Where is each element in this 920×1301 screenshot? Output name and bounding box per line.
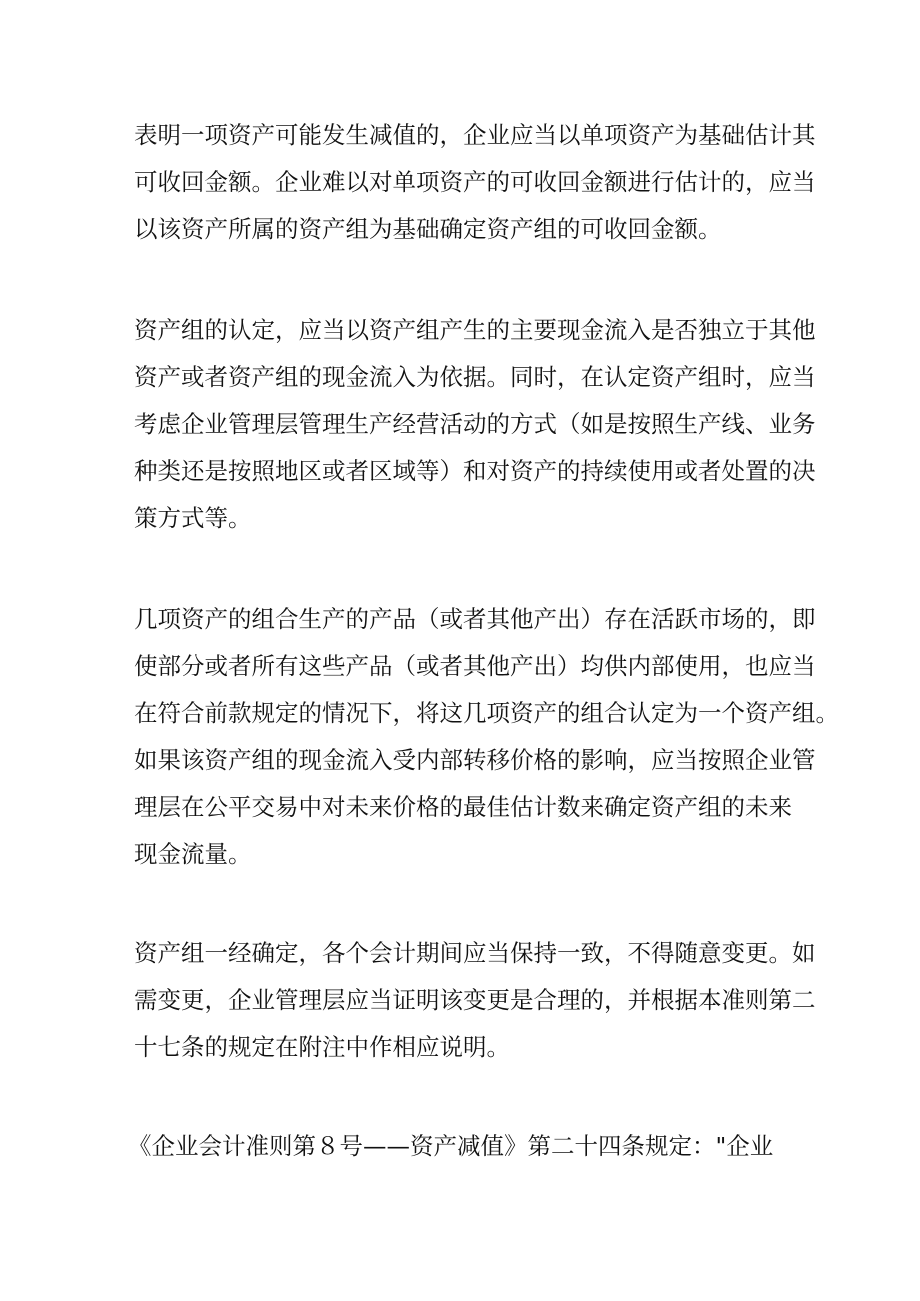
text-line: 资产组的认定，应当以资产组产生的主要现金流入是否独立于其他: [134, 316, 816, 344]
text-line: 十七条的规定在附注中作相应说明。: [134, 1033, 510, 1061]
paragraph-active-market: [134, 596, 839, 878]
text-line: 《企业会计准则第８号——资产减值》第二十四条规定："企业: [128, 1132, 774, 1160]
text-line: 资产或者资产组的现金流入为依据。同时，在认定资产组时，应当: [134, 363, 816, 391]
paragraph-standard-citation: [128, 1123, 796, 1170]
text-line: 理层在公平交易中对未来价格的最佳估计数来确定资产组的未来: [134, 793, 792, 821]
text-line: 几项资产的组合生产的产品（或者其他产出）存在活跃市场的，即: [134, 605, 816, 633]
text-line: 需变更，企业管理层应当证明该变更是合理的，并根据本准则第二: [134, 986, 816, 1014]
paragraph-asset-group-identification: [134, 307, 816, 542]
text-line: 策方式等。: [134, 504, 252, 532]
text-line: 种类还是按照地区或者区域等）和对资产的持续使用或者处置的决: [134, 457, 816, 485]
paragraph-asset-impairment-estimate: [134, 112, 816, 253]
text-line: 表明一项资产可能发生减值的，企业应当以单项资产为基础估计其: [134, 121, 816, 149]
text-line: 使部分或者所有这些产品（或者其他产出）均供内部使用，也应当: [134, 652, 816, 680]
paragraph-consistency: [134, 930, 816, 1071]
text-line: 可收回金额。企业难以对单项资产的可收回金额进行估计的，应当: [134, 168, 816, 196]
text-line: 考虑企业管理层管理生产经营活动的方式（如是按照生产线、业务: [134, 410, 816, 438]
text-line: 资产组一经确定，各个会计期间应当保持一致，不得随意变更。如: [134, 939, 816, 967]
text-line: 如果该资产组的现金流入受内部转移价格的影响，应当按照企业管: [134, 746, 816, 774]
text-line: 在符合前款规定的情况下，将这几项资产的组合认定为一个资产组。: [134, 699, 839, 727]
text-line: 现金流量。: [134, 840, 252, 868]
text-line: 以该资产所属的资产组为基础确定资产组的可收回金额。: [134, 215, 722, 243]
